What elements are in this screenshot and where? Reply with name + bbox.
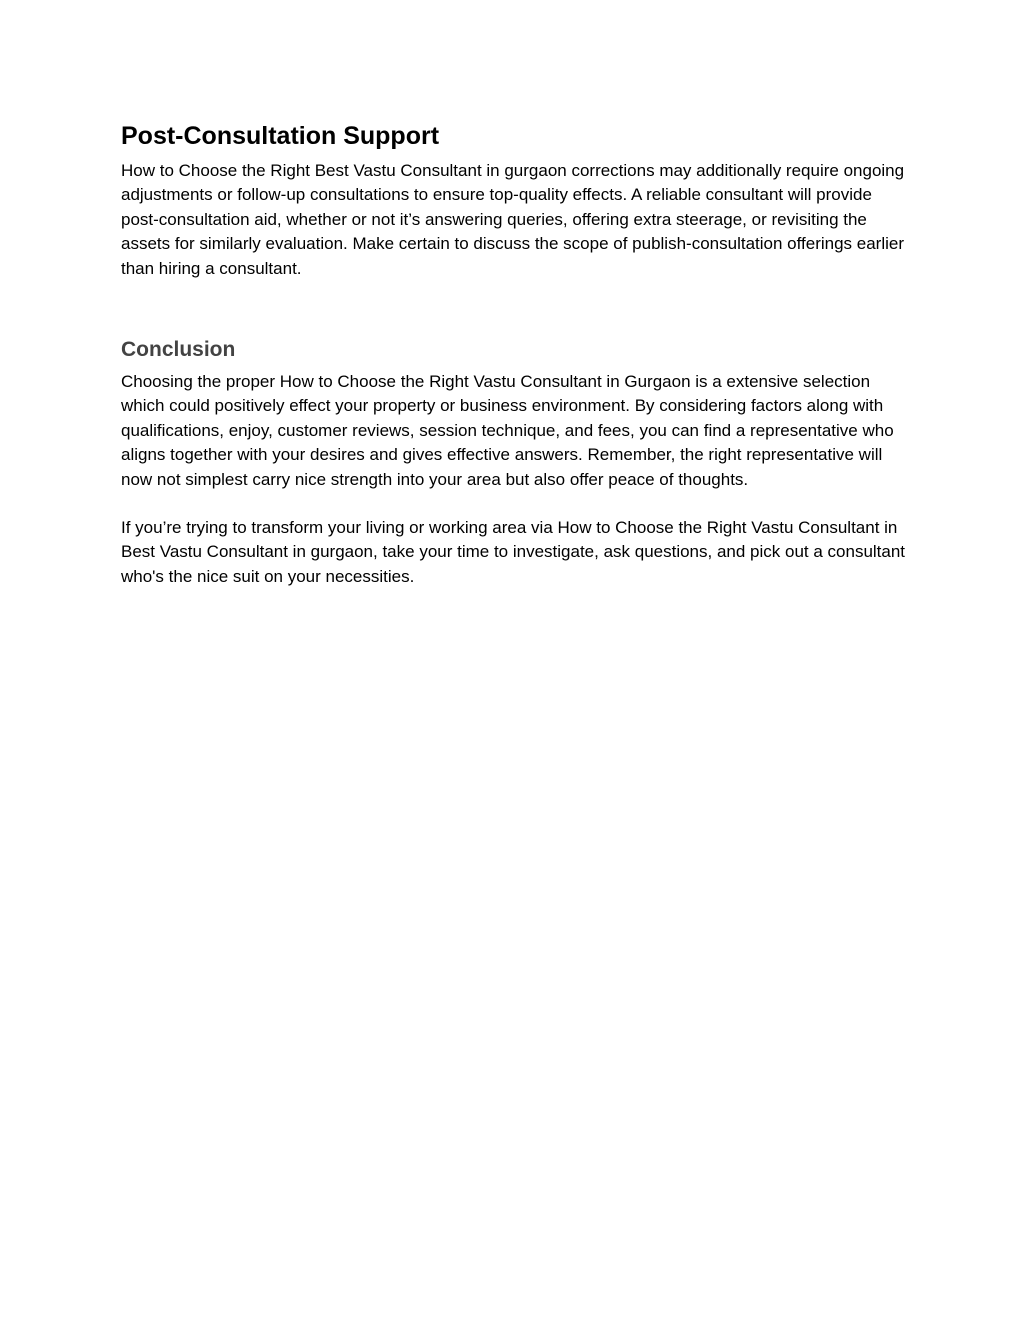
- section-heading-post-consultation-support: Post-Consultation Support: [121, 122, 440, 150]
- section-paragraph: How to Choose the Right Best Vastu Consultant in gurgaon corrections may additionally require ongoing adjustments or follow-up consultations to ensure top-quality effects. A reliable consultant will provide post-consultation aid, whether or not it’s answering queries, offering extra steerage, or revisiting the assets for similarly evaluation. Make certain to discuss the scope of publish-consultation offerings earlier than hiring a consultant.: [121, 161, 905, 278]
- document-page: [121, 118, 911, 589]
- section-heading-conclusion: Conclusion: [121, 338, 236, 362]
- spacer: [121, 281, 911, 335]
- spacer: [121, 492, 911, 516]
- section-paragraph: Choosing the proper How to Choose the Right Vastu Consultant in Gurgaon is a extensive selection which could positively effect your property or business environment. By considering factors along with qualifications, enjoy, customer reviews, session technique, and fees, you can find a representative who aligns together with your desires and gives effective answers. Remember, the right representative will now not simplest carry nice strength into your area but also offer peace of thoughts.: [121, 372, 894, 489]
- section-paragraph: If you’re trying to transform your living or working area via How to Choose the Right Vastu Consultant in Best Vastu Consultant in gurgaon, take your time to investigate, ask questions, and pick out a consultant who's the nice suit on your necessities.: [121, 518, 906, 586]
